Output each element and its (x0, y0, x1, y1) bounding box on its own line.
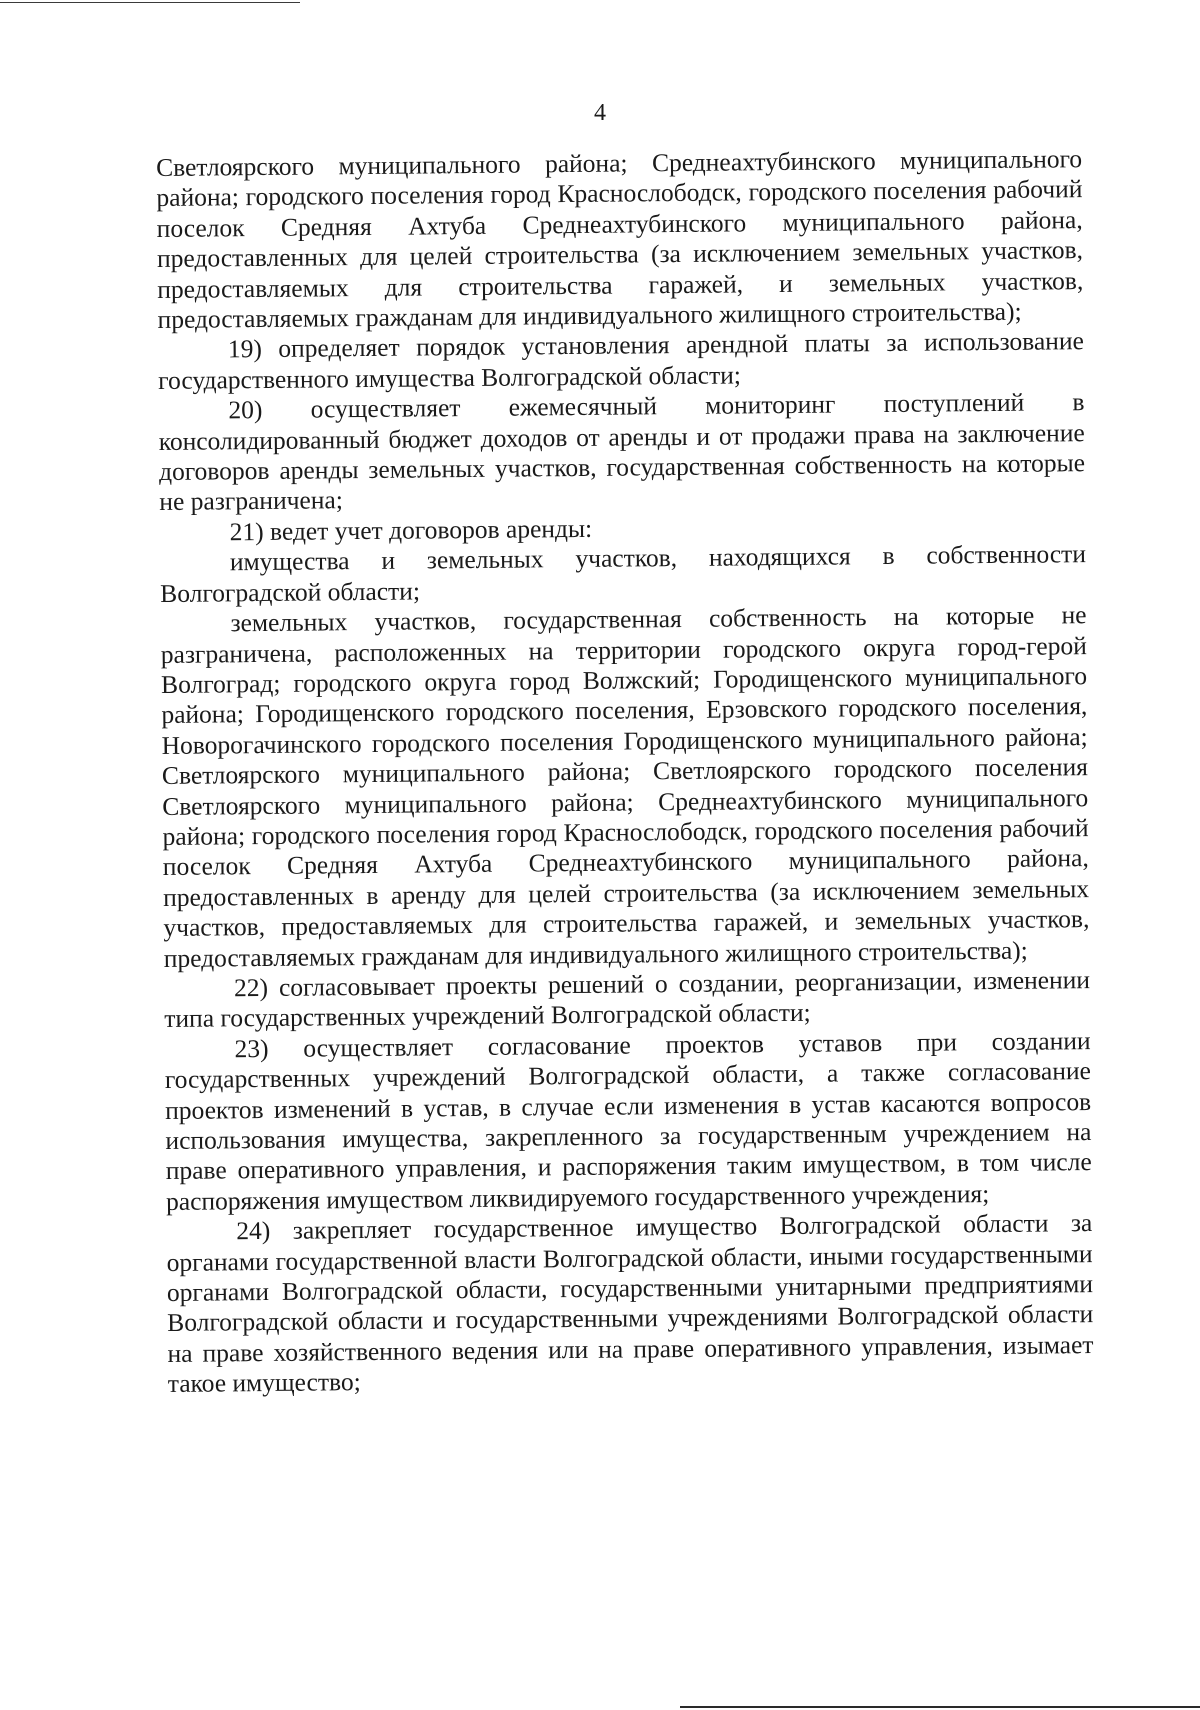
scan-edge-top (0, 2, 300, 3)
scan-edge-bottom (680, 1706, 1200, 1708)
page-number: 4 (594, 100, 606, 126)
paragraph-item-19: 19) определяет порядок установления арендной платы за использование государственного имущества Волгоградской области; (158, 326, 1084, 395)
paragraph-item-23: 23) осуществляет согласование проектов уставов при создании государственных учреждений Волгоградской области, а также согласование проектов изменений в устав, в случае если изменения в устав касаются вопросов использования имущества, закрепленного за государственным учреждением на праве оперативного управления, и распоряжения таким имуществом, в том числе распоряжения имуществом ликвидируемого государственного учреждения; (164, 1025, 1092, 1216)
paragraph-item-21: 21) ведет учет договоров аренды: (229, 513, 593, 547)
paragraph-item-21-land: земельных участков, государственная собственность на которые не разграничена, расположенных на территории городского округа город-герой Волгоград; городского округа город Волжский; Городищенского муниципального района; Городищенского городского поселения, Ерзовского городского поселения, Новорогачинского городского поселения Городищенского муниципального района; Светлоярского муниципального района; Светлоярского городского поселения Светлоярского муниципального района; Среднеахтубинского муниципального района; городского поселения город Краснослободск, городского поселения рабочий поселок Средняя Ахтуба Среднеахтубинского муниципального района, предоставленных в аренду для целей строительства (за исключением земельных участков, предоставляемых для строительства гаражей, и земельных участков, предоставляемых гражданам для индивидуального жилищного строительства); (160, 600, 1090, 973)
paragraph-item-21-property: имущества и земельных участков, находящихся в собственности Волгоградской области; (160, 539, 1087, 608)
document-body (156, 144, 1094, 1399)
paragraph-item-24: 24) закрепляет государственное имущество Волгоградской области за органами государственной власти Волгоградской области, иными государственными органами Волгоградской области, государственными унитарными предприятиями Волгоградской области и государственными учреждениями Волгоградской области на праве хозяйственного ведения или на праве оперативного управления, изымает такое имущество; (166, 1208, 1094, 1399)
paragraph-item-22: 22) согласовывает проекты решений о создании, реорганизации, изменении типа государственных учреждений Волгоградской области; (164, 965, 1091, 1034)
paragraph-continuation: Светлоярского муниципального района; Среднеахтубинского муниципального района; городского поселения город Краснослободск, городского поселения рабочий поселок Средняя Ахтуба Среднеахтубинского муниципального района, предоставленных для целей строительства (за исключением земельных участков, предоставляемых для строительства гаражей, и земельных участков, предоставляемых гражданам для индивидуального жилищного строительства); (156, 144, 1084, 335)
paragraph-item-20: 20) осуществляет ежемесячный мониторинг поступлений в консолидированный бюджет доходов от аренды и от продажи права на заключение договоров аренды земельных участков, государственная собственность на которые не разграничена; (158, 387, 1086, 517)
